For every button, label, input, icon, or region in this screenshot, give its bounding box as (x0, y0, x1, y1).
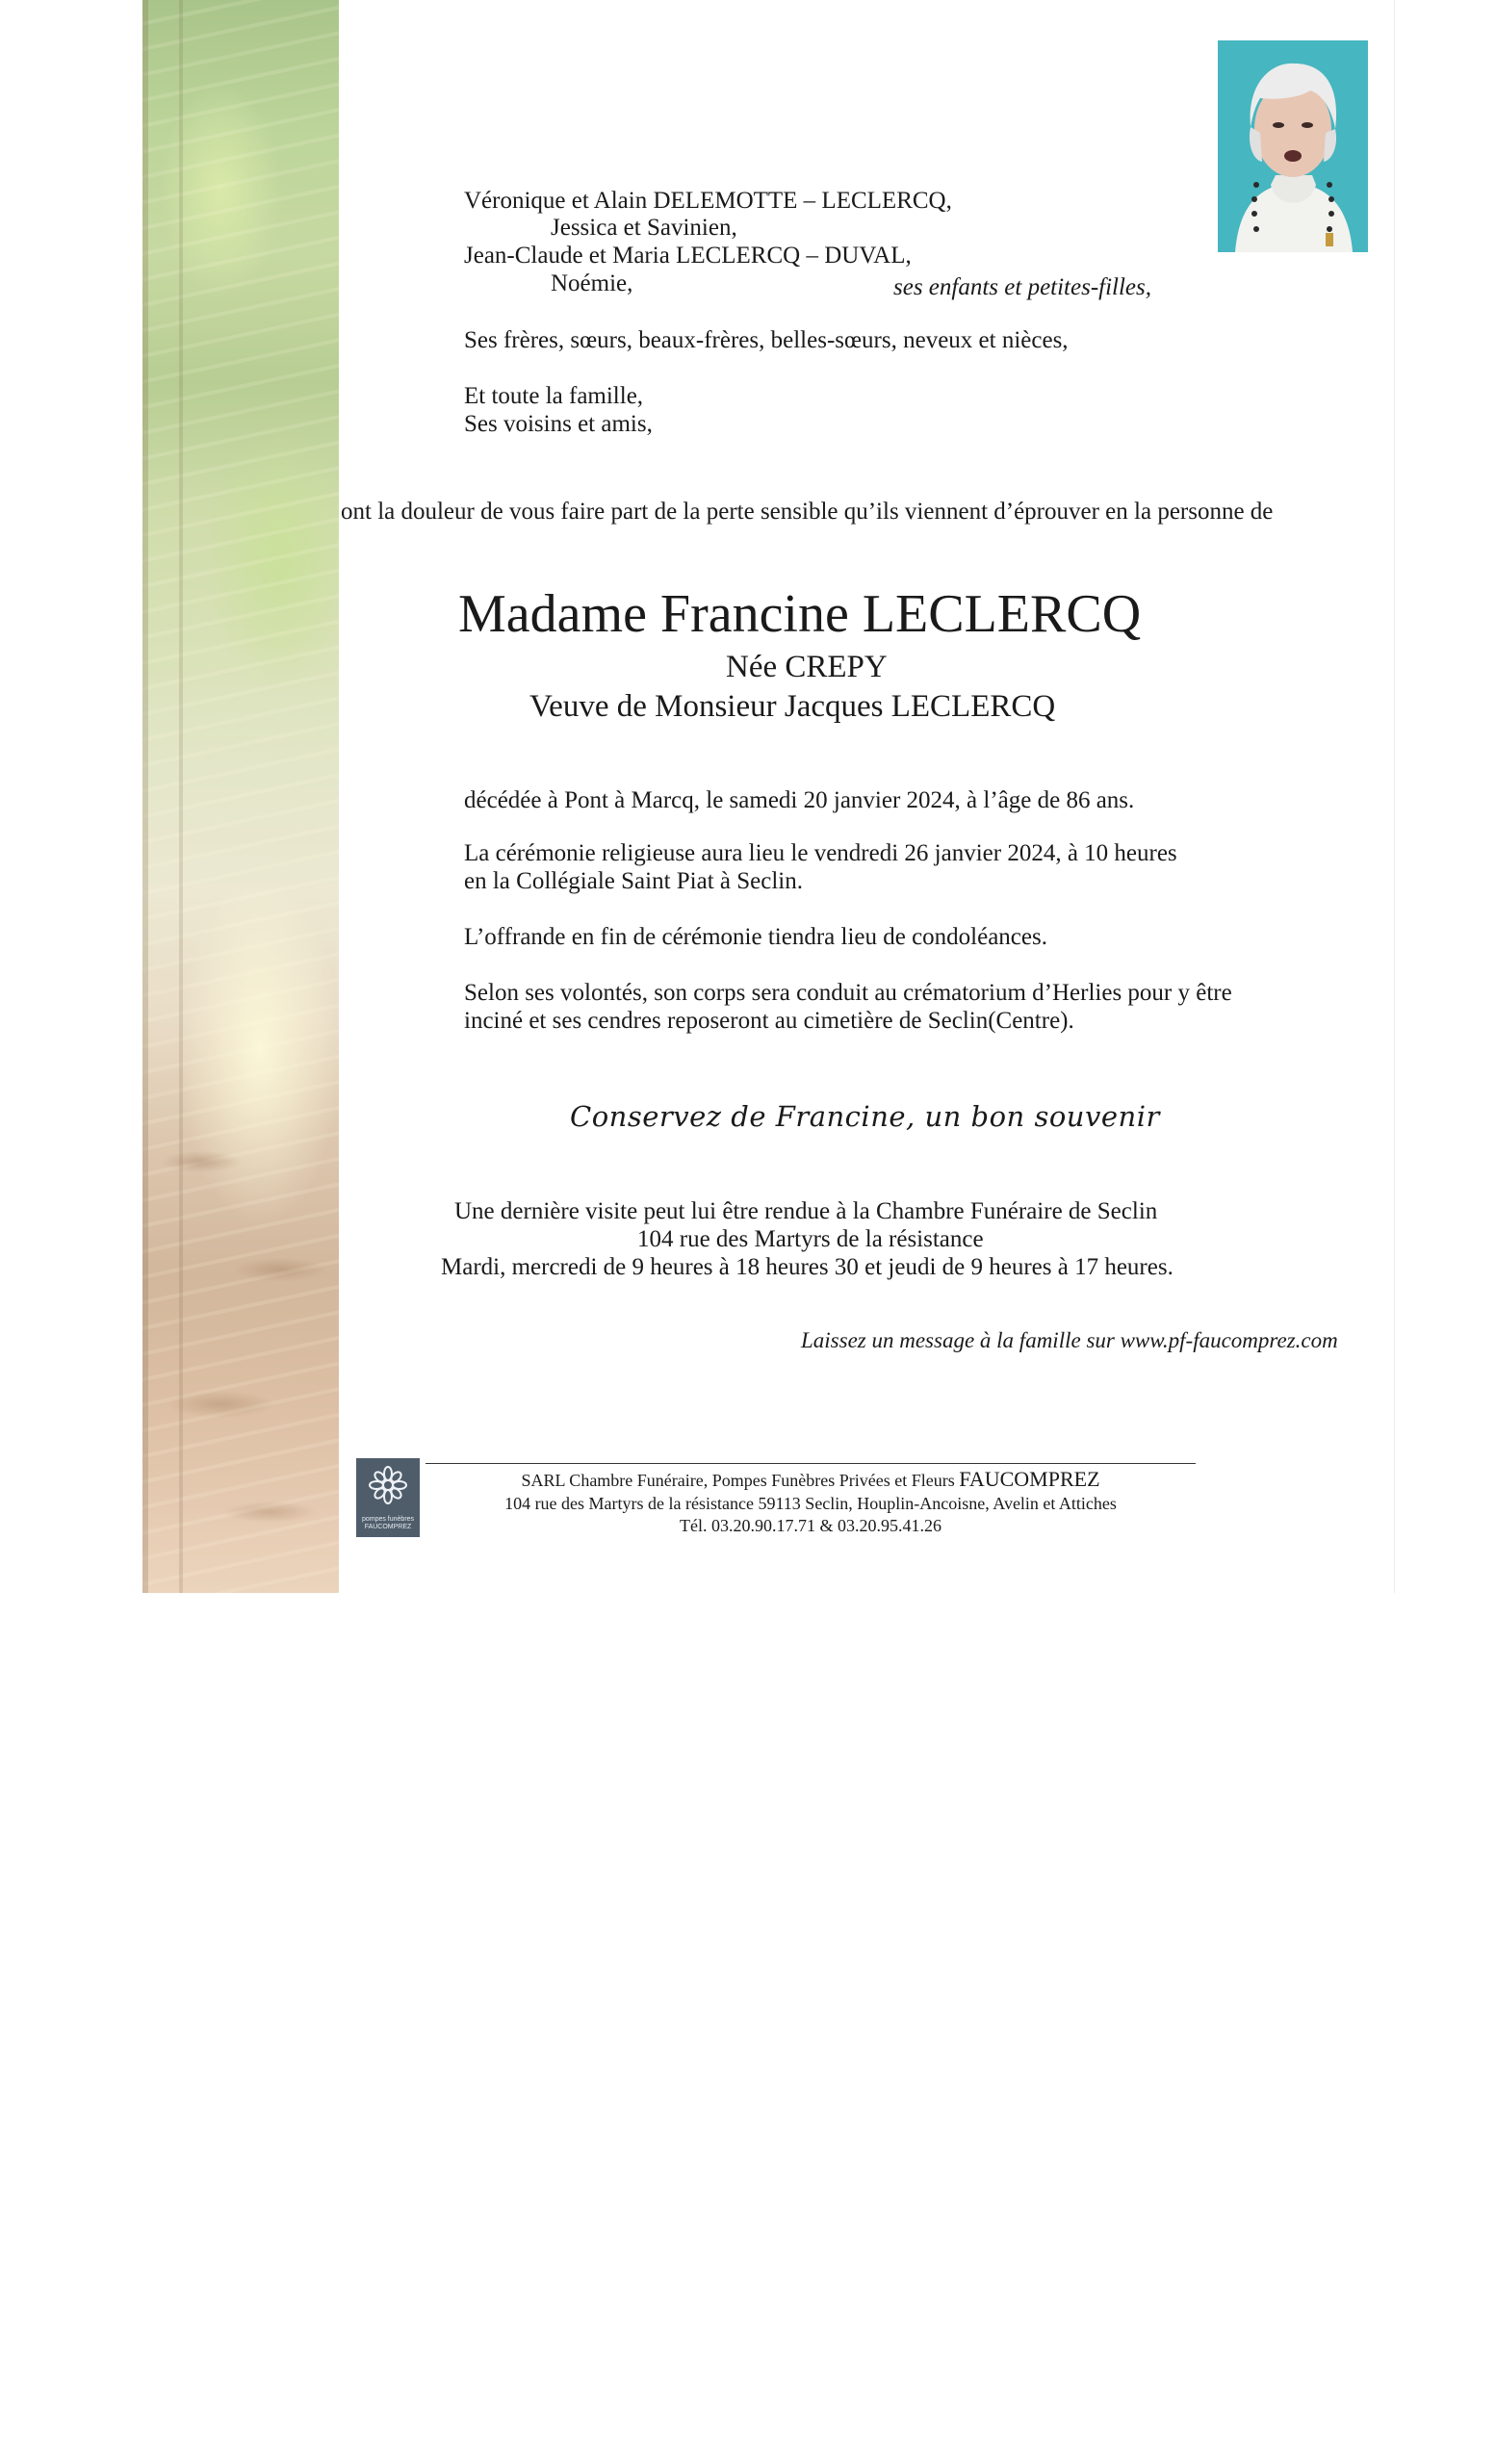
forest-path-image (142, 0, 339, 1593)
visit-line-1: Une dernière visite peut lui être rendue à la Chambre Funéraire de Seclin (454, 1198, 1158, 1224)
memory-phrase: Conservez de Francine, un bon souvenir (570, 1100, 1160, 1133)
footer-company-prefix: SARL Chambre Funéraire, Pompes Funèbres Privées et Fleurs (521, 1471, 960, 1490)
ceremony-line-1: La cérémonie religieuse aura lieu le vendredi 26 janvier 2024, à 10 heures (464, 840, 1177, 866)
family-line-3: Jean-Claude et Maria LECLERCQ – DUVAL, (464, 243, 912, 269)
footer-company-name: FAUCOMPREZ (959, 1467, 1100, 1491)
death-details: décédée à Pont à Marcq, le samedi 20 janvier 2024, à l’âge de 86 ans. (464, 787, 1135, 813)
visit-line-3: Mardi, mercredi de 9 heures à 18 heures 30 et jeudi de 9 heures à 17 heures. (441, 1254, 1174, 1280)
footer-phone: Tél. 03.20.90.17.71 & 03.20.95.41.26 (680, 1516, 941, 1535)
logo-text-2: FAUCOMPREZ (364, 1524, 412, 1530)
family-line-2: Jessica et Savinien, (551, 215, 737, 241)
logo-text-1: pompes funèbres (361, 1516, 415, 1523)
footer-company (426, 1469, 1196, 1491)
announcement-line: ont la douleur de vous faire part de la perte sensible qu’ils viennent d’éprouver en la personne de (341, 499, 1274, 525)
family-relation: ses enfants et petites-filles, (893, 274, 1152, 300)
family-line-4: Noémie, (551, 270, 633, 296)
website-message: Laissez un message à la famille sur www.pf-faucomprez.com (801, 1328, 1338, 1352)
visit-line-2: 104 rue des Martyrs de la résistance (637, 1226, 984, 1252)
portrait-photo (1218, 40, 1368, 252)
deceased-born: Née CREPY (726, 650, 888, 684)
neighbors-line: Ses voisins et amis, (464, 411, 653, 437)
family-all-line: Et toute la famille, (464, 383, 644, 409)
wishes-line-2: inciné et ses cendres reposeront au cimetière de Seclin(Centre). (464, 1008, 1074, 1034)
siblings-line: Ses frères, sœurs, beaux-frères, belles-sœurs, neveux et nièces, (464, 327, 1069, 353)
offering-line: L’offrande en fin de cérémonie tiendra lieu de condoléances. (464, 924, 1047, 950)
family-line-1: Véronique et Alain DELEMOTTE – LECLERCQ, (464, 188, 952, 214)
flower-icon (356, 1458, 420, 1516)
deceased-widow: Veuve de Monsieur Jacques LECLERCQ (529, 689, 1056, 724)
company-logo (356, 1458, 420, 1537)
footer-rule (426, 1463, 1196, 1464)
deceased-name: Madame Francine LECLERCQ (458, 584, 1142, 644)
wishes-line-1: Selon ses volontés, son corps sera conduit au crématorium d’Herlies pour y être (464, 980, 1232, 1006)
ceremony-line-2: en la Collégiale Saint Piat à Seclin. (464, 868, 804, 894)
footer-address: 104 rue des Martyrs de la résistance 59113 Seclin, Houplin-Ancoisne, Avelin et Attiches (504, 1494, 1117, 1513)
